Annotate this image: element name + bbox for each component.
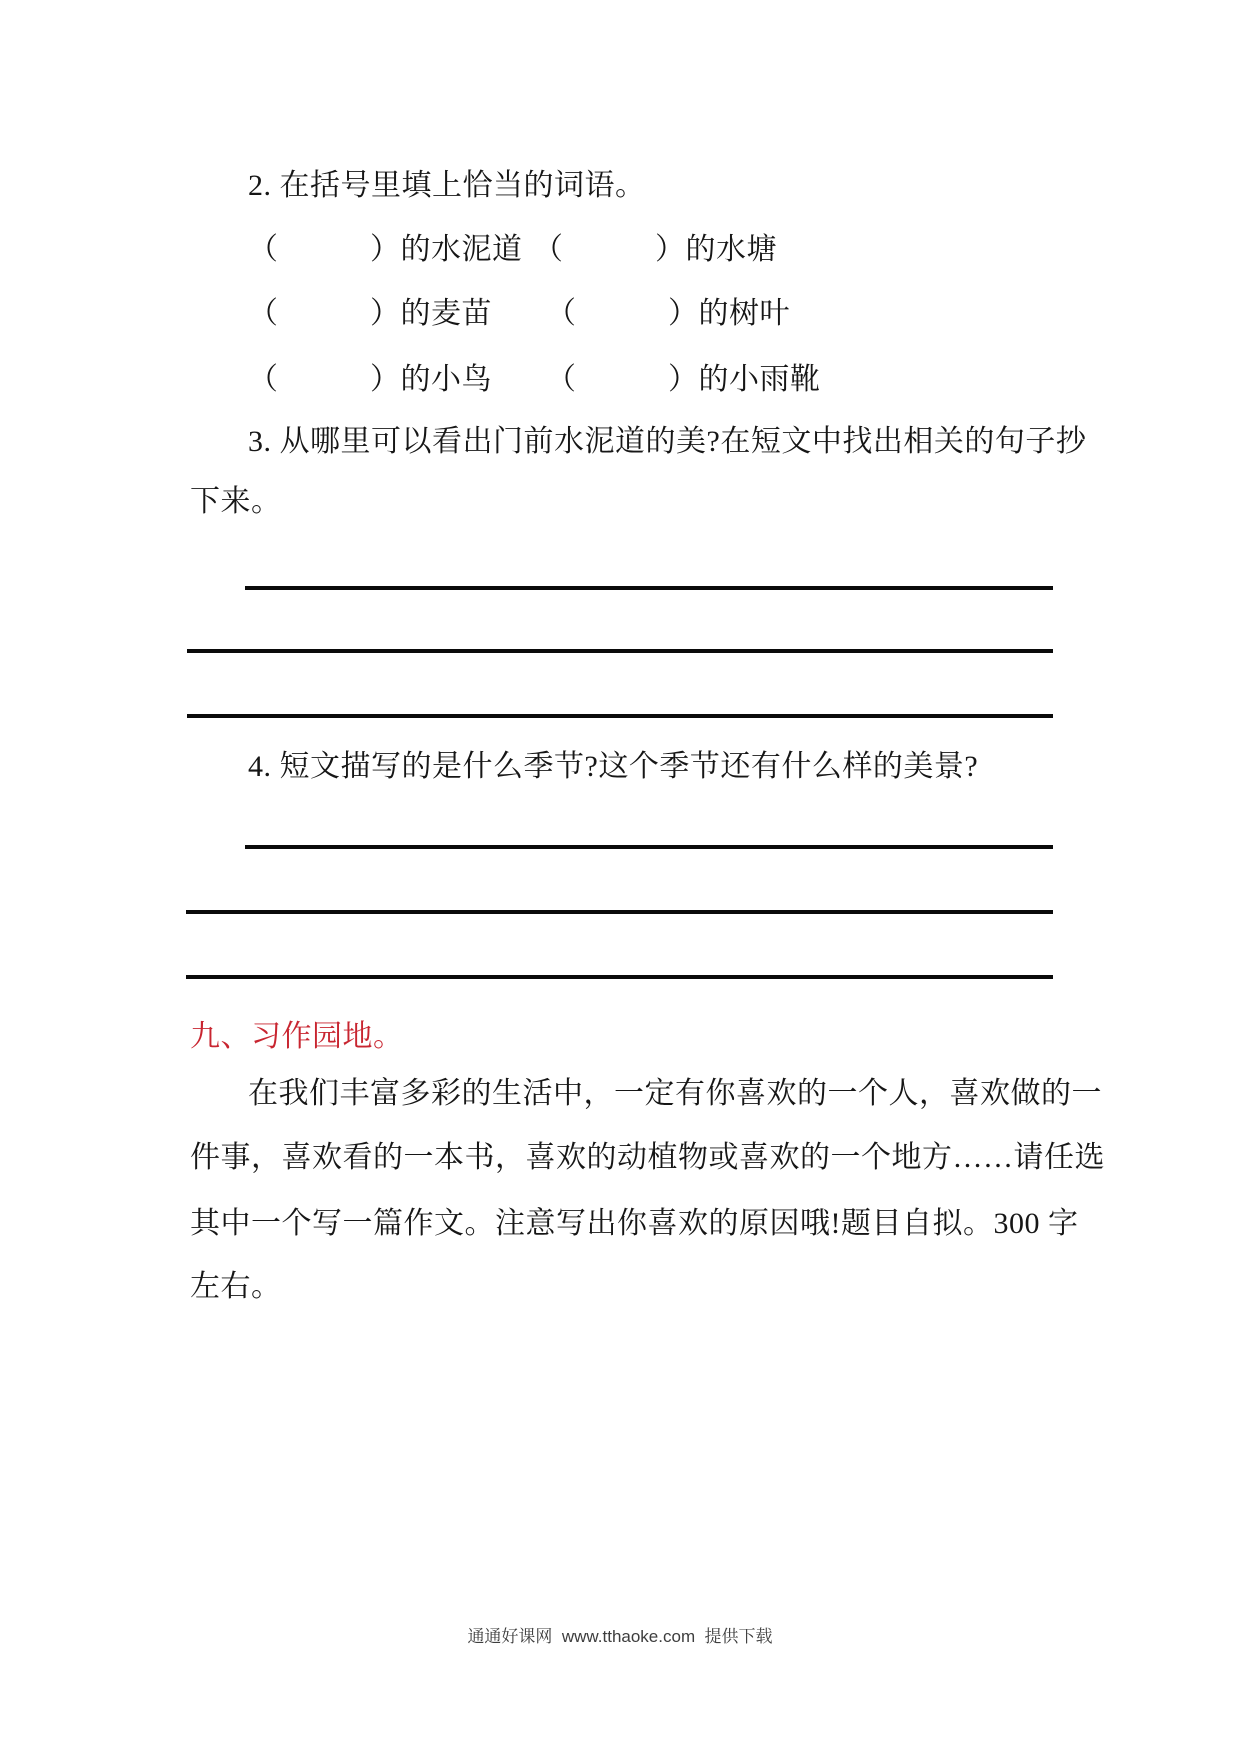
fill-blank-left: （ ）的小鸟 [248,363,492,396]
footer-watermark: 通通好课网 www.tthaoke.com 提供下载 [467,1627,773,1646]
fill-blank-left: （ ）的水泥道 [248,233,523,266]
essay-prompt-line-3: 其中一个写一篇作文。注意写出你喜欢的原因哦!题目自拟。300 字 [190,1207,1079,1240]
answer-line [187,714,1053,718]
fill-blank-right: （ ）的树叶 [546,297,790,330]
essay-prompt-line-4: 左右。 [190,1270,282,1303]
answer-line [245,845,1053,849]
essay-prompt-line-1: 在我们丰富多彩的生活中，一定有你喜欢的一个人，喜欢做的一 [248,1077,1102,1110]
fill-blank-right: （ ）的小雨靴 [546,363,821,396]
answer-line [245,586,1053,590]
question-3-text-line1: 3. 从哪里可以看出门前水泥道的美?在短文中找出相关的句子抄 [248,425,1087,458]
question-3-text-line2: 下来。 [190,485,282,518]
fill-blank-left: （ ）的麦苗 [248,297,492,330]
answer-line [186,975,1053,979]
answer-line [187,649,1053,653]
essay-prompt-line-2: 件事，喜欢看的一本书，喜欢的动植物或喜欢的一个地方……请任选 [190,1141,1105,1174]
answer-line [186,910,1053,914]
question-4-label: 4. 短文描写的是什么季节?这个季节还有什么样的美景? [248,750,979,783]
question-2-label: 2. 在括号里填上恰当的词语。 [248,169,646,202]
fill-blank-right: （ ）的水塘 [533,233,777,266]
section-9-heading: 九、习作园地。 [190,1020,404,1053]
